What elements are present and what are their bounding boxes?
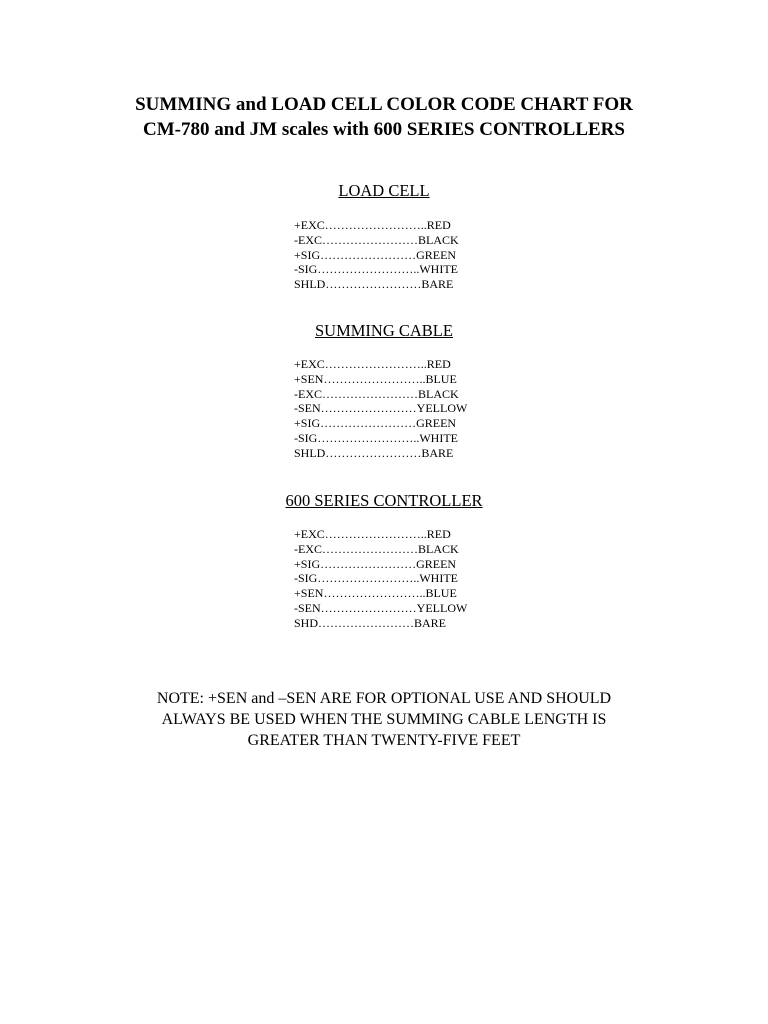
code-row: -SIG……………………..WHITE: [294, 571, 458, 586]
code-row: -SEN……………………YELLOW: [294, 600, 468, 615]
code-row: SHLD……………………BARE: [294, 445, 454, 460]
load-cell-code-list: [294, 218, 459, 292]
title-line-1: SUMMING and LOAD CELL COLOR CODE CHART FOR: [135, 94, 633, 115]
code-row: +EXC……………………..RED: [294, 218, 451, 232]
code-row: SHLD……………………BARE: [294, 277, 454, 292]
code-row: -SIG……………………..WHITE: [294, 262, 458, 277]
note-line-2: ALWAYS BE USED WHEN THE SUMMING CABLE LENGTH IS: [161, 711, 607, 728]
code-row: +SIG……………………GREEN: [294, 416, 457, 431]
code-row: -EXC……………………BLACK: [294, 386, 459, 401]
code-row: +SIG……………………GREEN: [294, 556, 457, 571]
note-line-1: NOTE: +SEN and –SEN ARE FOR OPTIONAL USE AND SHOULD: [156, 690, 612, 707]
section-heading-load-cell: LOAD CELL: [338, 181, 430, 200]
code-row: +EXC……………………..RED: [294, 527, 451, 541]
section-heading-summing-cable: SUMMING CABLE: [315, 321, 453, 340]
code-row: SHD……………………BARE: [294, 615, 447, 630]
code-row: -SEN……………………YELLOW: [294, 401, 468, 416]
note-paragraph: [0, 688, 768, 751]
code-row: +SIG……………………GREEN: [294, 247, 457, 262]
note-line-3: GREATER THAN TWENTY-FIVE FEET: [247, 732, 521, 749]
code-row: -EXC……………………BLACK: [294, 541, 459, 556]
code-row: +SEN……………………..BLUE: [294, 586, 457, 601]
section-heading-600-series-controller: 600 SERIES CONTROLLER: [285, 491, 483, 510]
code-row: -EXC……………………BLACK: [294, 232, 459, 247]
document-title: [0, 92, 768, 142]
code-row: -SIG……………………..WHITE: [294, 430, 458, 445]
code-row: +EXC……………………..RED: [294, 357, 451, 371]
summing-cable-code-list: [294, 357, 467, 461]
title-line-2: CM-780 and JM scales with 600 SERIES CONTROLLERS: [143, 119, 625, 140]
controller-code-list: [294, 527, 467, 631]
code-row: +SEN……………………..BLUE: [294, 371, 457, 386]
